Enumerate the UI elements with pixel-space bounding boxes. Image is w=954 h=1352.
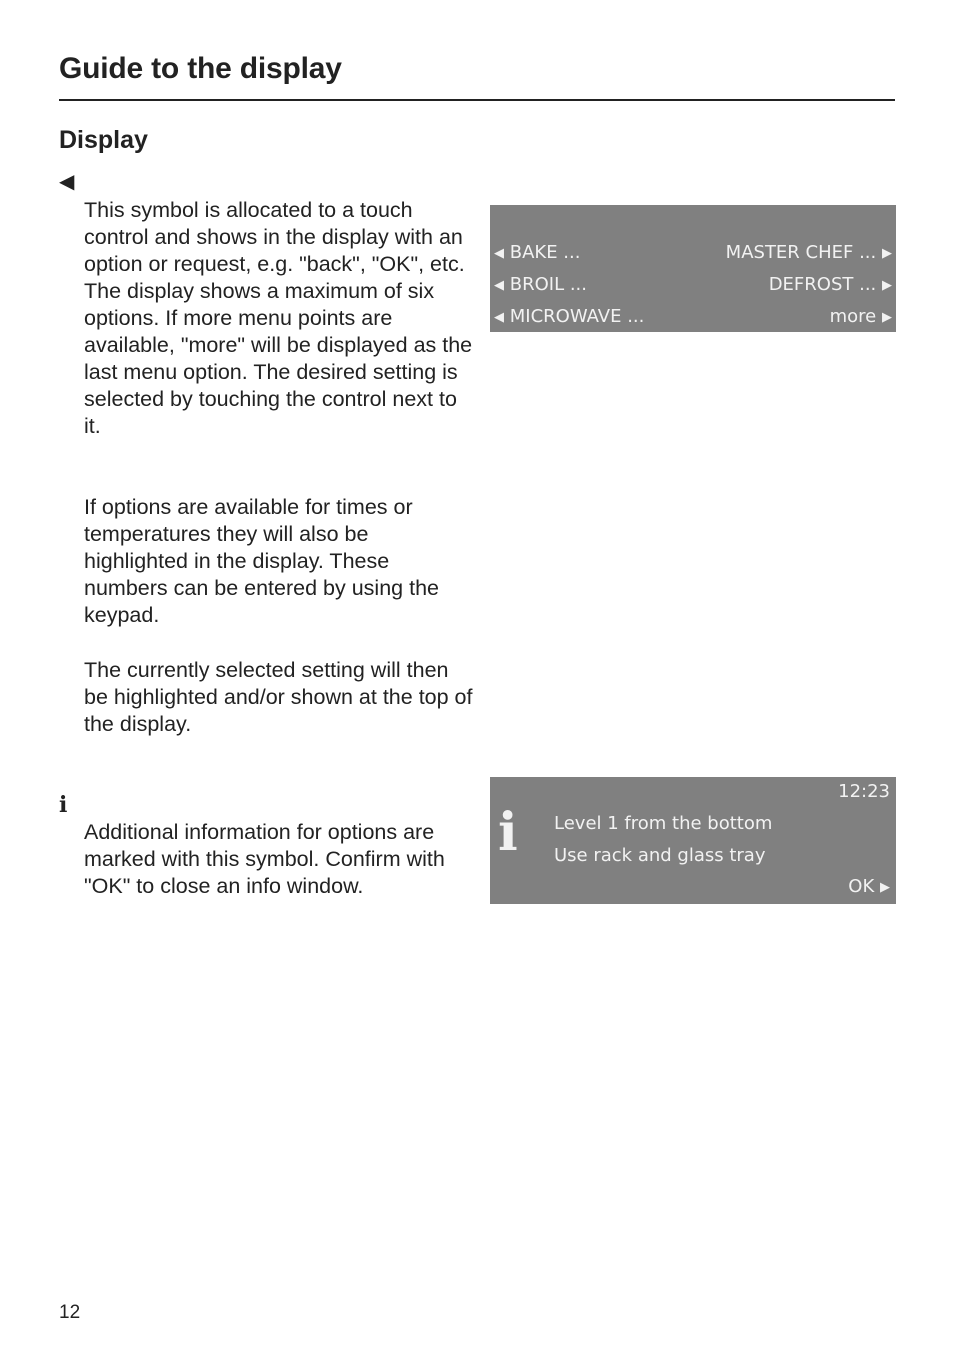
title-divider bbox=[59, 99, 895, 101]
info-display-illustration bbox=[490, 777, 896, 904]
selected-setting-description: The currently selected setting will then be highlighted and/or shown at the top of the display. bbox=[84, 658, 473, 736]
menu-display-illustration bbox=[490, 205, 896, 332]
triangle-right-icon: ▶ bbox=[882, 246, 892, 261]
triangle-left-icon: ◀ bbox=[494, 278, 504, 293]
options-description: If options are available for times or temperatures they will also be highlighted in the display. These numbers can be entered by using the keypad. bbox=[84, 495, 439, 627]
section-heading: Display bbox=[59, 126, 148, 154]
info-icon: i bbox=[498, 802, 518, 863]
info-symbol-description: Additional information for options are marked with this symbol. Confirm with "OK" to close an info window. bbox=[84, 820, 445, 898]
triangle-right-icon: ▶ bbox=[882, 310, 892, 325]
page-title: Guide to the display bbox=[59, 52, 342, 85]
triangle-right-icon: ▶ bbox=[882, 278, 892, 293]
menu-option-left: ◀ BROIL ... bbox=[494, 274, 587, 295]
menu-row bbox=[490, 239, 896, 267]
info-line-2: Use rack and glass tray bbox=[554, 845, 766, 866]
triangle-left-icon: ◀ bbox=[494, 310, 504, 325]
menu-option-right: MASTER CHEF ... ▶ bbox=[725, 242, 892, 263]
display-clock: 12:23 bbox=[838, 781, 890, 802]
info-line-1: Level 1 from the bottom bbox=[554, 813, 773, 834]
triangle-left-icon: ◀ bbox=[494, 246, 504, 261]
menu-option-left: ◀ MICROWAVE ... bbox=[494, 306, 645, 327]
menu-row bbox=[490, 271, 896, 299]
menu-row bbox=[490, 303, 896, 331]
triangle-right-icon: ▶ bbox=[880, 880, 890, 895]
arrow-symbol-description: This symbol is allocated to a touch control and shows in the display with an option or request, e.g. "back", "OK", etc. The display shows a maximum of six options. If more menu points are available, "more" will be displayed as the last menu option. The desired setting is selected by touching the control next to it. bbox=[84, 198, 473, 438]
ok-option: OK ▶ bbox=[848, 876, 890, 897]
arrow-left-icon: ◀ bbox=[59, 171, 75, 193]
menu-option-left: ◀ BAKE ... bbox=[494, 242, 581, 263]
page-number: 12 bbox=[59, 1302, 81, 1323]
info-icon: i bbox=[59, 792, 68, 818]
menu-option-right: DEFROST ... ▶ bbox=[768, 274, 892, 295]
menu-option-right: more ▶ bbox=[829, 306, 892, 327]
